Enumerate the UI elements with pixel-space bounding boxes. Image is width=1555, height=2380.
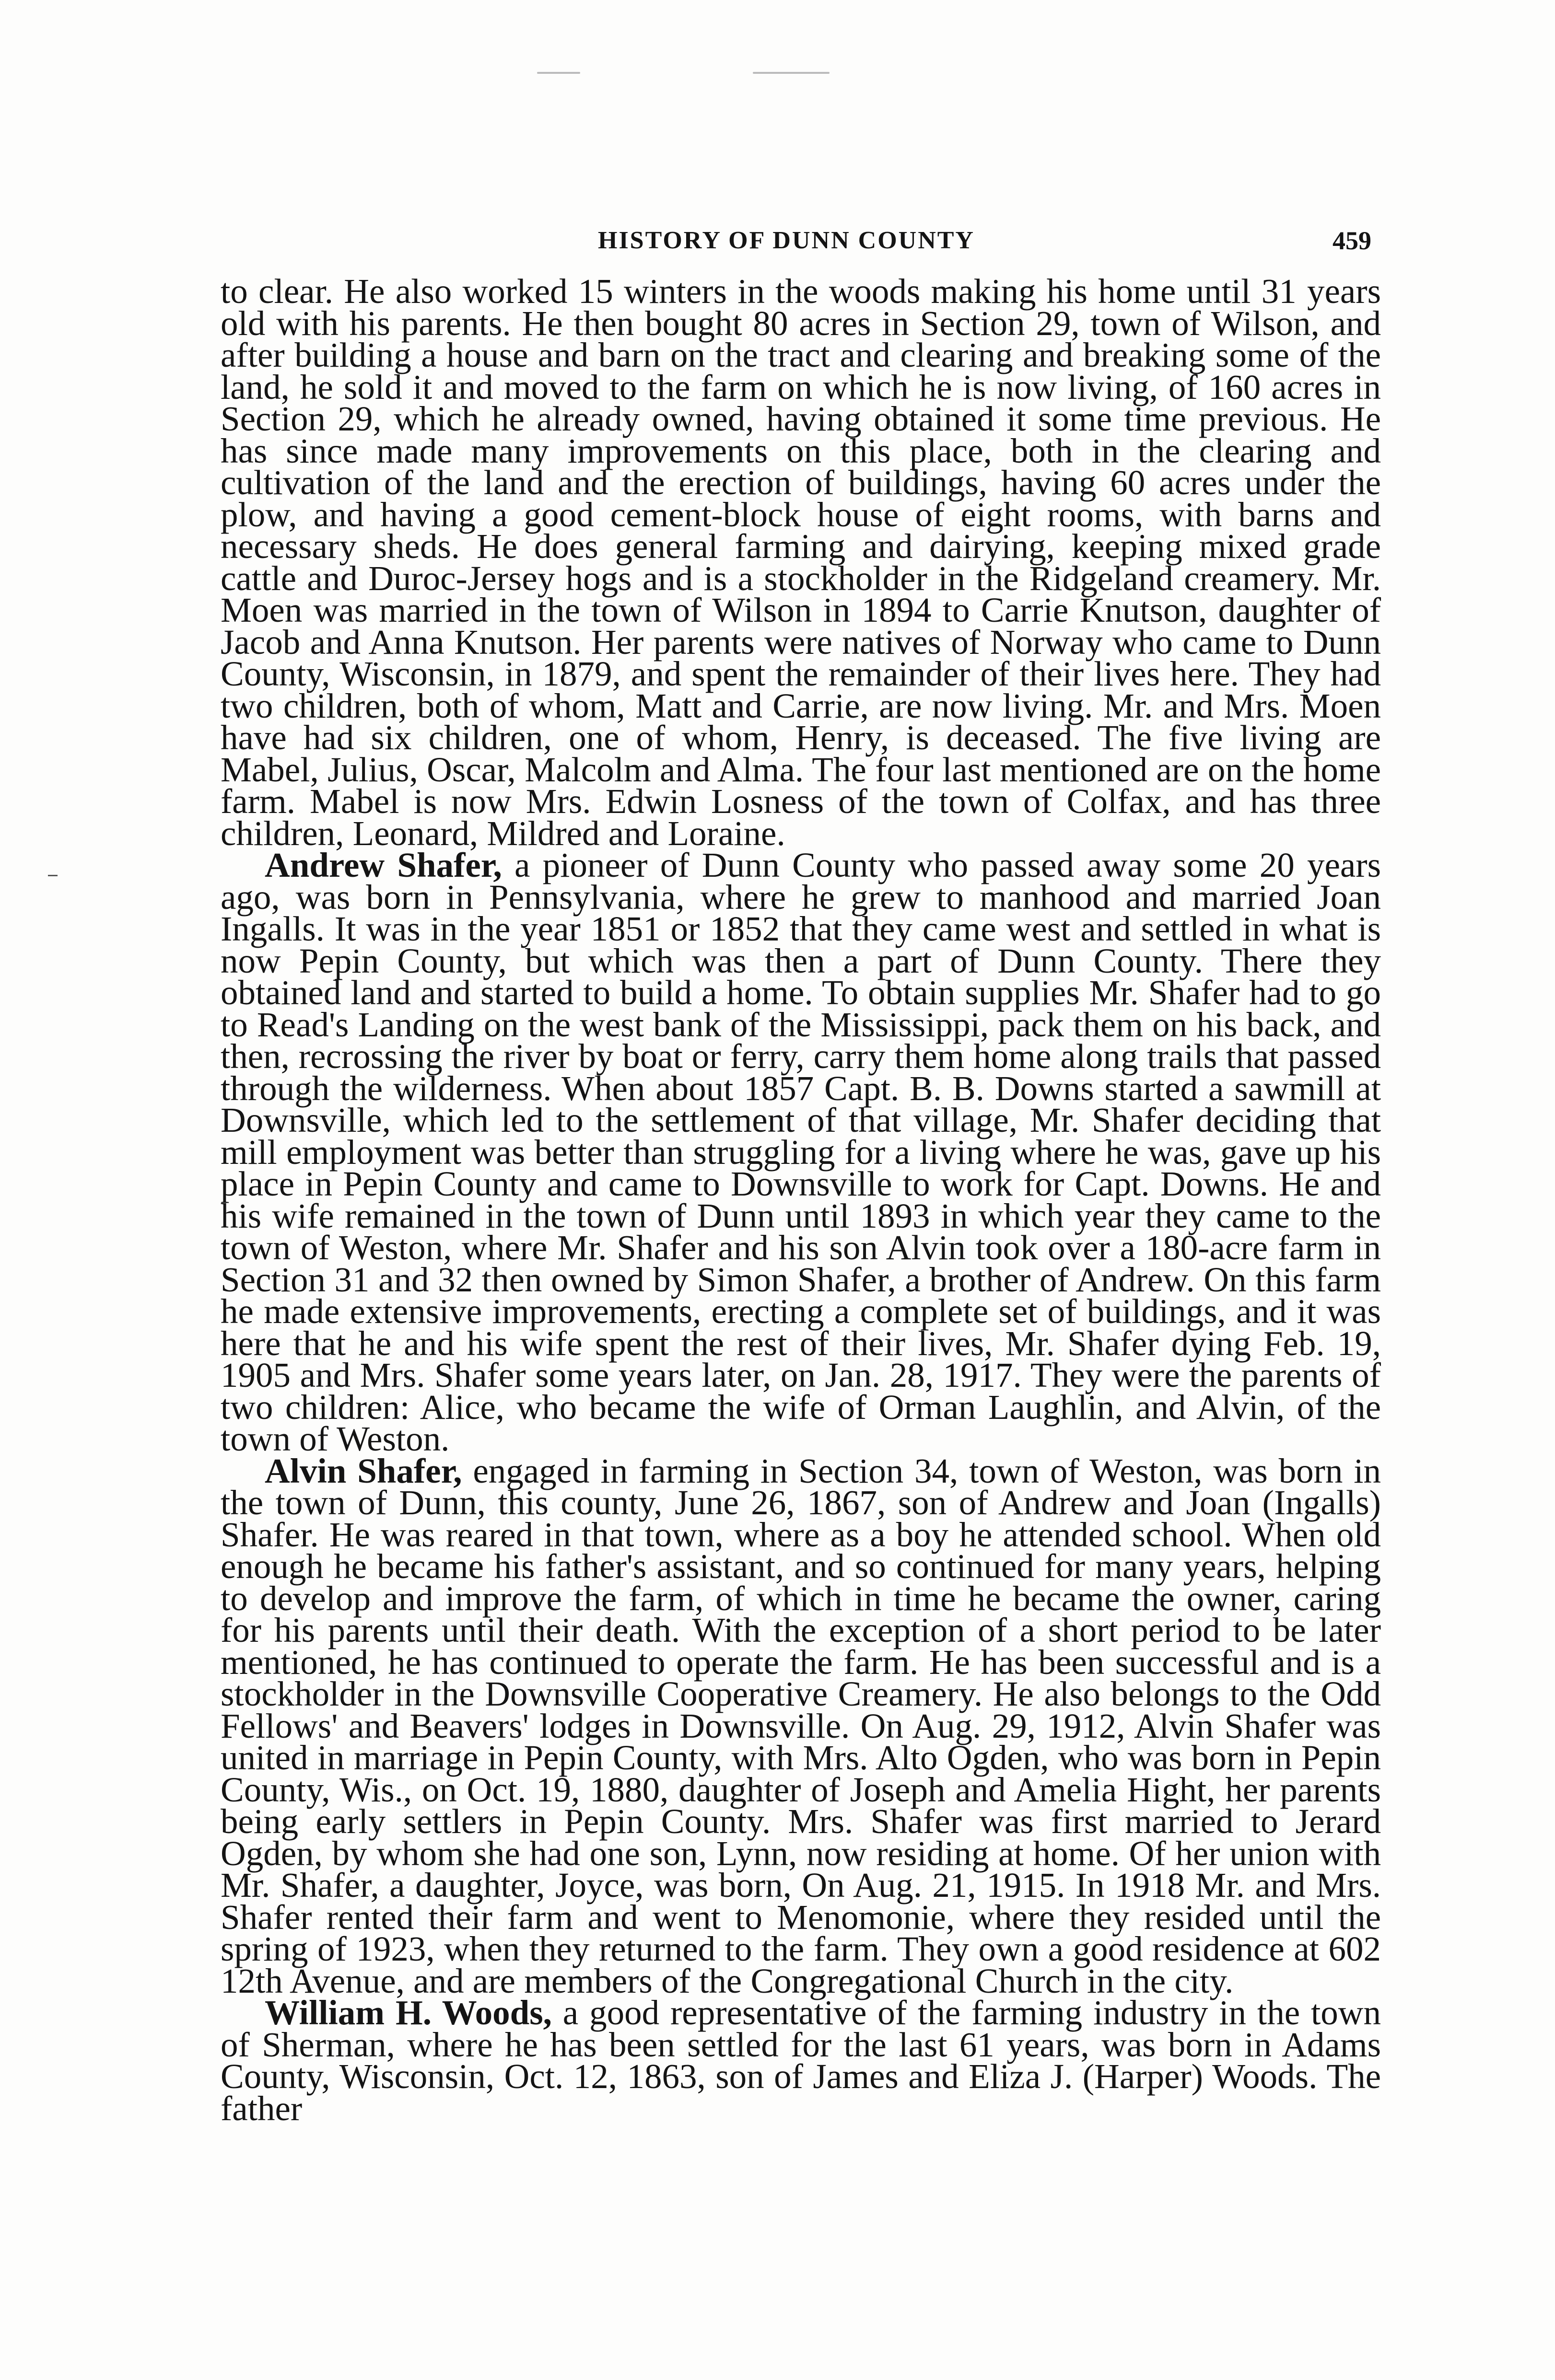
margin-mark: [48, 875, 58, 876]
paragraph-william-woods: [221, 1993, 1381, 2128]
paragraph-andrew-shafer: [221, 846, 1381, 1458]
paragraph-text: a good representative of the farming industry in the town of Sherman, where he has been settled for the last 61 years, was born in Adams County, Wisconsin, Oct. 12, 1863, son of James and Eliza J. (Harper) Woods. The father: [221, 1993, 1381, 2128]
entry-name: William H. Woods,: [265, 1993, 552, 2032]
running-header: [201, 221, 1371, 260]
paragraph-text: to clear. He also worked 15 winters in the woods making his home until 31 years old with his parents. He then bought 80 acres in Section 29, town of Wilson, and after building a house and barn on the tract and clearing and breaking some of the land, he sold it and moved to the farm on which he is now living, of 160 acres in Section 29, which he already owned, having obtained it some time previous. He has since made many improvements on this place, both in the clearing and cultivation of the land and the erection of buildings, having 60 acres under the plow, and having a good cement-block house of eight rooms, with barns and necessary sheds. He does general farming and dairying, keeping mixed grade cattle and Duroc-Jersey hogs and is a stockholder in the Ridgeland creamery. Mr. Moen was married in the town of Wilson in 1894 to Carrie Knutson, daughter of Jacob and Anna Knutson. Her parents were natives of Norway who came to Dunn County, Wisconsin, in 1879, and spent the remainder of their lives here. They had two children, both of whom, Matt and Carrie, are now living. Mr. and Mrs. Moen have had six children, one of whom, Henry, is deceased. The five living are Mabel, Julius, Oscar, Malcolm and Alma. The four last mentioned are on the home farm. Mabel is now Mrs. Edwin Losness of the town of Colfax, and has three children, Leonard, Mildred and Loraine.: [221, 272, 1381, 853]
page-number: 459: [1333, 226, 1371, 255]
paragraph-text: engaged in farming in Section 34, town of Weston, was born in the town of Dunn, this county, June 26, 1867, son of Andrew and Joan (Ingalls) Shafer. He was reared in that town, where as a boy he attended school. When old enough he became his father's assistant, and so continued for many years, helping to develop and improve the farm, of which in time he became the owner, caring for his parents until their death. With the exception of a short period to be later mentioned, he has continued to operate the farm. He has been successful and is a stockholder in the Downsville Cooperative Creamery. He also belongs to the Odd Fellows' and Beavers' lodges in Downsville. On Aug. 29, 1912, Alvin Shafer was united in marriage in Pepin County, with Mrs. Alto Ogden, who was born in Pepin County, Wis., on Oct. 19, 1880, daughter of Joseph and Amelia Hight, her parents being early settlers in Pepin County. Mrs. Shafer was first married to Jerard Ogden, by whom she had one son, Lynn, now residing at home. Of her union with Mr. Shafer, a daughter, Joyce, was born, On Aug. 21, 1915. In 1918 Mr. and Mrs. Shafer rented their farm and went to Menomonie, where they resided until the spring of 1923, when they returned to the farm. They own a good residence at 602 12th Avenue, and are members of the Congregational Church in the city.: [221, 1451, 1381, 2000]
scan-artifact: [753, 72, 830, 74]
paragraph-alvin-shafer: [221, 1451, 1381, 2000]
entry-name: Andrew Shafer,: [265, 846, 502, 884]
body-text: [221, 272, 1381, 2128]
scan-artifact: [537, 72, 580, 74]
paragraph-continuation: [221, 272, 1381, 853]
entry-name: Alvin Shafer,: [265, 1451, 462, 1490]
running-title: HISTORY OF DUNN COUNTY: [598, 227, 975, 254]
paragraph-text: a pioneer of Dunn County who passed away some 20 years ago, was born in Pennsylvania, where he grew to manhood and married Joan Ingalls. It was in the year 1851 or 1852 that they came west and settled in what is now Pepin County, but which was then a part of Dunn County. There they obtained land and started to build a home. To obtain supplies Mr. Shafer had to go to Read's Landing on the west bank of the Mississippi, pack them on his back, and then, recrossing the river by boat or ferry, carry them home along trails that passed through the wilderness. When about 1857 Capt. B. B. Downs started a sawmill at Downsville, which led to the settlement of that village, Mr. Shafer deciding that mill employment was better than struggling for a living where he was, gave up his place in Pepin County and came to Downsville to work for Capt. Downs. He and his wife remained in the town of Dunn until 1893 in which year they came to the town of Weston, where Mr. Shafer and his son Alvin took over a 180-acre farm in Section 31 and 32 then owned by Simon Shafer, a brother of Andrew. On this farm he made extensive improvements, erecting a complete set of buildings, and it was here that he and his wife spent the rest of their lives, Mr. Shafer dying Feb. 19, 1905 and Mrs. Shafer some years later, on Jan. 28, 1917. They were the parents of two children: Alice, who became the wife of Orman Laughlin, and Alvin, of the town of Weston.: [221, 846, 1381, 1458]
